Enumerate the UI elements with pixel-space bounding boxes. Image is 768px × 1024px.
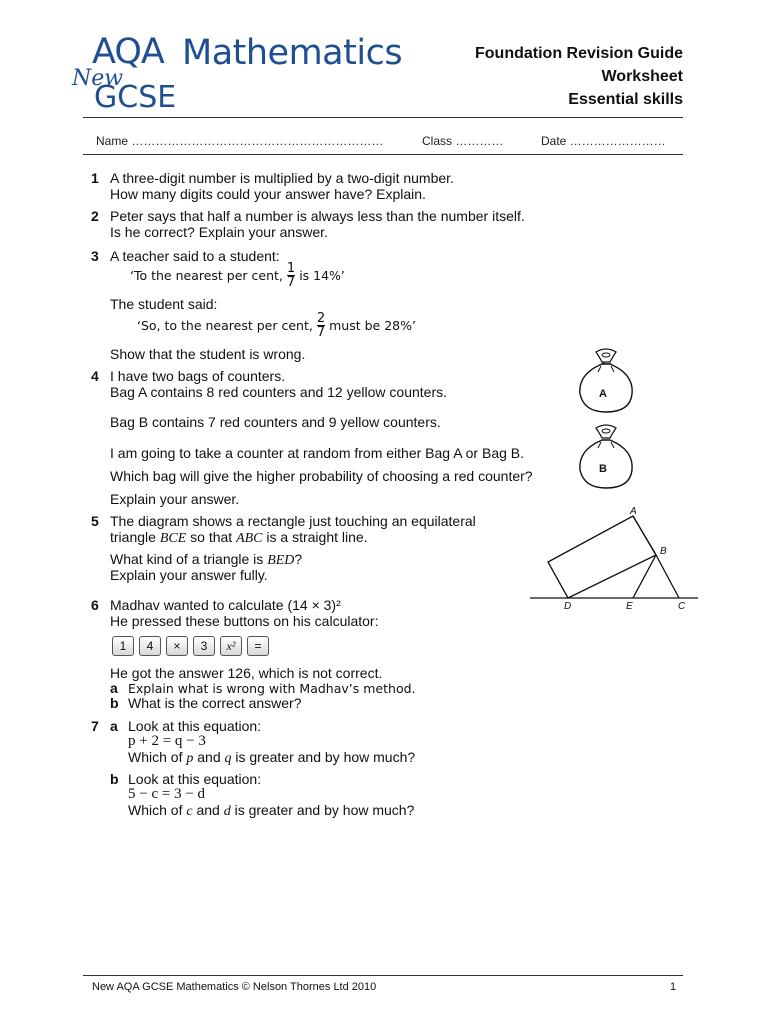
calc-key-4: 4 bbox=[139, 636, 161, 656]
q7a-line1: Look at this equation: bbox=[128, 718, 262, 734]
q5-number: 5 bbox=[91, 513, 99, 529]
q2-number: 2 bbox=[91, 208, 99, 224]
calc-key-1: 1 bbox=[112, 636, 134, 656]
q5-line4: Explain your answer fully. bbox=[110, 567, 268, 583]
q1-line1: A three-digit number is multiplied by a two-digit number. bbox=[110, 170, 454, 186]
q6a-label: a bbox=[110, 680, 118, 696]
header-topic: Essential skills bbox=[568, 91, 683, 108]
footer-copyright: New AQA GCSE Mathematics © Nelson Thornes Ltd 2010 bbox=[92, 981, 377, 993]
logo-aqa: AQA bbox=[92, 32, 164, 72]
q1-line2: How many digits could your answer have? Explain. bbox=[110, 186, 426, 202]
q6-number: 6 bbox=[91, 597, 99, 613]
q3-quote1-post: is 14%’ bbox=[299, 268, 345, 283]
q7b-line2: Which of c and d is greater and by how much? bbox=[128, 802, 415, 819]
q6-line2: He pressed these buttons on his calculator: bbox=[110, 613, 379, 629]
bag-b-label: B bbox=[599, 463, 607, 475]
q7a-equation: p + 2 = q − 3 bbox=[128, 733, 206, 749]
bag-b-drawing bbox=[572, 422, 640, 494]
q3-quote2 bbox=[137, 312, 416, 339]
q1-number: 1 bbox=[91, 170, 99, 186]
calc-key-multiply: × bbox=[166, 636, 188, 656]
point-b-label: B bbox=[660, 546, 667, 557]
logo-mathematics: Mathematics bbox=[182, 33, 403, 73]
q3-quote2-post: must be 28%’ bbox=[329, 318, 416, 333]
header-title: Foundation Revision Guide bbox=[475, 45, 683, 62]
q3-quote1-pre: ‘To the nearest per cent, bbox=[130, 268, 283, 283]
q3-line1: A teacher said to a student: bbox=[110, 248, 280, 264]
page-number: 1 bbox=[670, 981, 677, 993]
q7a-line2: Which of p and q is greater and by how much? bbox=[128, 749, 416, 766]
q6b-text: What is the correct answer? bbox=[128, 695, 302, 711]
q4-number: 4 bbox=[91, 368, 99, 384]
logo-new: New bbox=[72, 66, 124, 91]
q7b-label: b bbox=[110, 771, 119, 787]
q7-number: 7 bbox=[91, 718, 99, 734]
logo-gcse: GCSE bbox=[94, 80, 177, 115]
fraction-one-seventh: $\frac{1}{7}$ bbox=[286, 261, 296, 290]
q4-line4: I am going to take a counter at random from either Bag A or Bag B. bbox=[110, 445, 525, 461]
calc-key-square: x² bbox=[220, 636, 242, 656]
bag-a-label: A bbox=[599, 388, 607, 400]
point-a-label: A bbox=[630, 506, 637, 517]
point-c-label: C bbox=[678, 601, 686, 612]
date-field: Date …………………… bbox=[541, 134, 666, 148]
q4-line1: I have two bags of counters. bbox=[110, 368, 286, 384]
q4-line2: Bag A contains 8 red counters and 12 yellow counters. bbox=[110, 384, 447, 400]
point-e-label: E bbox=[626, 601, 633, 612]
header-worksheet: Worksheet bbox=[601, 68, 683, 85]
q3-number: 3 bbox=[91, 248, 99, 264]
header-rule bbox=[83, 117, 683, 118]
calc-key-3: 3 bbox=[193, 636, 215, 656]
q6a-text: Explain what is wrong with Madhav’s method. bbox=[128, 681, 416, 696]
q7b-line1: Look at this equation: bbox=[128, 771, 262, 787]
q3-quote1 bbox=[130, 262, 345, 289]
q2-line2: Is he correct? Explain your answer. bbox=[110, 224, 328, 240]
class-field: Class ………… bbox=[422, 134, 504, 148]
q2-line1: Peter says that half a number is always less than the number itself. bbox=[110, 208, 525, 224]
q3-quote2-pre: ‘So, to the nearest per cent, bbox=[137, 318, 313, 333]
q6b-label: b bbox=[110, 695, 119, 711]
name-field: Name ……………………………………………………… bbox=[96, 134, 384, 148]
q5-line2: triangle BCE so that ABC is a straight line. bbox=[110, 529, 368, 546]
calculator-keys bbox=[112, 636, 274, 656]
q3-line2: The student said: bbox=[110, 296, 218, 312]
q4-line6: Explain your answer. bbox=[110, 491, 240, 507]
q7b-equation: 5 − c = 3 − d bbox=[128, 786, 206, 802]
q7a-label: a bbox=[110, 718, 118, 734]
q4-line5: Which bag will give the higher probability of choosing a red counter? bbox=[110, 468, 533, 484]
info-rule bbox=[83, 154, 683, 155]
q3-line3: Show that the student is wrong. bbox=[110, 346, 306, 362]
fraction-two-sevenths: $\frac{2}{7}$ bbox=[316, 311, 326, 340]
calc-key-equals: = bbox=[247, 636, 269, 656]
q6-line1: Madhav wanted to calculate (14 × 3)² bbox=[110, 597, 341, 613]
q6-line3: He got the answer 126, which is not correct. bbox=[110, 665, 383, 681]
q5-line3: What kind of a triangle is BED? bbox=[110, 551, 303, 568]
q5-line1: The diagram shows a rectangle just touching an equilateral bbox=[110, 513, 476, 529]
point-d-label: D bbox=[564, 601, 572, 612]
bag-a-drawing bbox=[572, 346, 640, 418]
footer-rule bbox=[83, 975, 683, 976]
q4-line3: Bag B contains 7 red counters and 9 yellow counters. bbox=[110, 414, 441, 430]
